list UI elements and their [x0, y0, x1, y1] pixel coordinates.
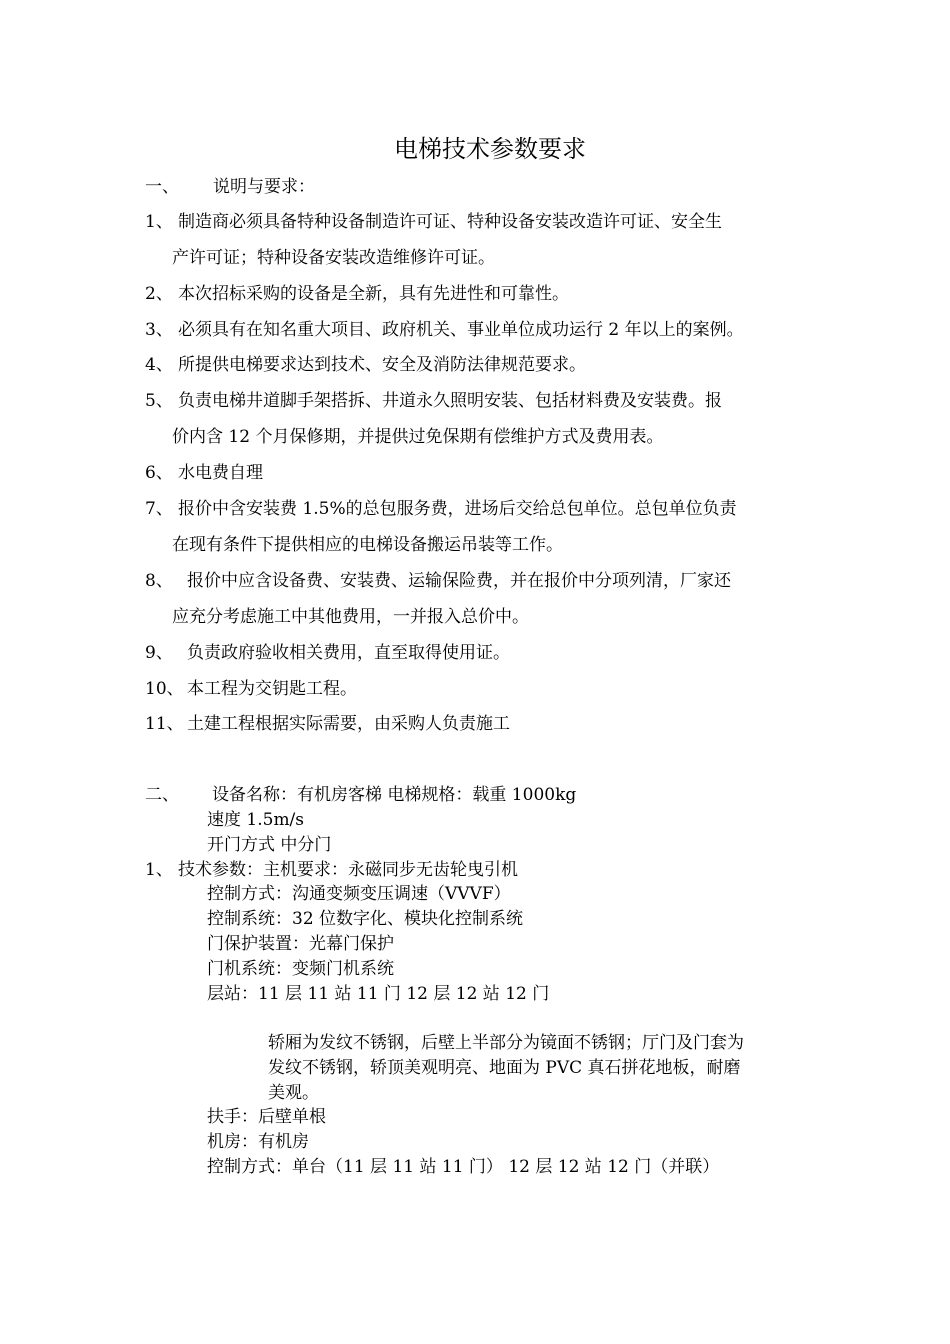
item-text-line: 本次招标采购的设备是全新，具有先进性和可靠性。 — [178, 284, 569, 304]
item-text-line: 价内含 12 个月保修期，并提供过免保期有偿维护方式及费用表。 — [172, 427, 664, 447]
item-text-line: 本工程为交钥匙工程。 — [187, 679, 357, 699]
control-system: 控制系统：32 位数字化、模块化控制系统 — [207, 909, 524, 929]
door-spec: 开门方式 中分门 — [207, 835, 332, 855]
floor-stops: 层站：11 层 11 站 11 门 12 层 12 站 12 门 — [207, 984, 550, 1004]
item-text-line: 制造商必须具备特种设备制造许可证、特种设备安装改造许可证、安全生 — [178, 212, 722, 232]
item-text-line: 必须具有在知名重大项目、政府机关、事业单位成功运行 2 年以上的案例。 — [178, 320, 744, 340]
item-number: 1、 — [145, 860, 173, 880]
item-number: 9、 — [145, 643, 173, 663]
page-title: 电梯技术参数要求 — [394, 135, 586, 163]
item-text-line: 产许可证；特种设备安装改造维修许可证。 — [172, 248, 495, 268]
door-machine: 门机系统：变频门机系统 — [207, 959, 394, 979]
item-number: 8、 — [145, 571, 173, 591]
item-number: 2、 — [145, 284, 173, 304]
section-number: 二、 — [145, 785, 179, 805]
item-number: 1、 — [145, 212, 173, 232]
item-text-line: 土建工程根据实际需要，由采购人负责施工 — [187, 714, 510, 734]
tech-params: 技术参数：主机要求：永磁同步无齿轮曳引机 — [178, 860, 518, 880]
item-text-line: 水电费自理 — [178, 463, 263, 483]
control-mode: 控制方式：沟通变频变压调速（VVVF） — [207, 884, 511, 904]
item-number: 5、 — [145, 391, 173, 411]
machine-room-spec: 机房：有机房 — [207, 1132, 309, 1152]
item-text-line: 报价中含安装费 1.5%的总包服务费，进场后交给总包单位。总包单位负责 — [178, 499, 737, 519]
door-protection: 门保护装置：光幕门保护 — [207, 934, 394, 954]
control-way-spec: 控制方式：单台（11 层 11 站 11 门） 12 层 12 站 12 门（并联） — [207, 1157, 720, 1177]
item-text-line: 应充分考虑施工中其他费用，一并报入总价中。 — [172, 607, 529, 627]
item-text-line: 负责政府验收相关费用，直至取得使用证。 — [187, 643, 510, 663]
item-number: 6、 — [145, 463, 173, 483]
item-number: 7、 — [145, 499, 173, 519]
item-number: 10、 — [145, 679, 184, 699]
item-number: 4、 — [145, 355, 173, 375]
item-text-line: 所提供电梯要求达到技术、安全及消防法律规范要求。 — [178, 355, 586, 375]
item-text-line: 负责电梯井道脚手架搭拆、井道永久照明安装、包括材料费及安装费。报 — [178, 391, 722, 411]
section-title: 说明与要求： — [213, 177, 315, 197]
item-number: 3、 — [145, 320, 173, 340]
item-text-line: 报价中应含设备费、安装费、运输保险费，并在报价中分项列清，厂家还 — [187, 571, 731, 591]
section-number: 一、 — [145, 177, 179, 197]
list-item — [145, 211, 173, 233]
item-number: 11、 — [145, 714, 184, 734]
car-description-line: 轿厢为发纹不锈钢，后壁上半部分为镜面不锈钢；厅门及门套为 — [268, 1033, 744, 1053]
equipment-name: 设备名称：有机房客梯 电梯规格：载重 1000kg — [212, 785, 577, 805]
handrail-spec: 扶手：后壁单根 — [207, 1107, 326, 1127]
car-description-line: 美观。 — [268, 1083, 319, 1103]
section1-heading — [145, 176, 315, 198]
car-description-line: 发纹不锈钢，轿顶美观明亮、地面为 PVC 真石拼花地板，耐磨 — [268, 1058, 741, 1078]
speed-spec: 速度 1.5m/s — [207, 810, 305, 830]
item-text-line: 在现有条件下提供相应的电梯设备搬运吊装等工作。 — [172, 535, 563, 555]
